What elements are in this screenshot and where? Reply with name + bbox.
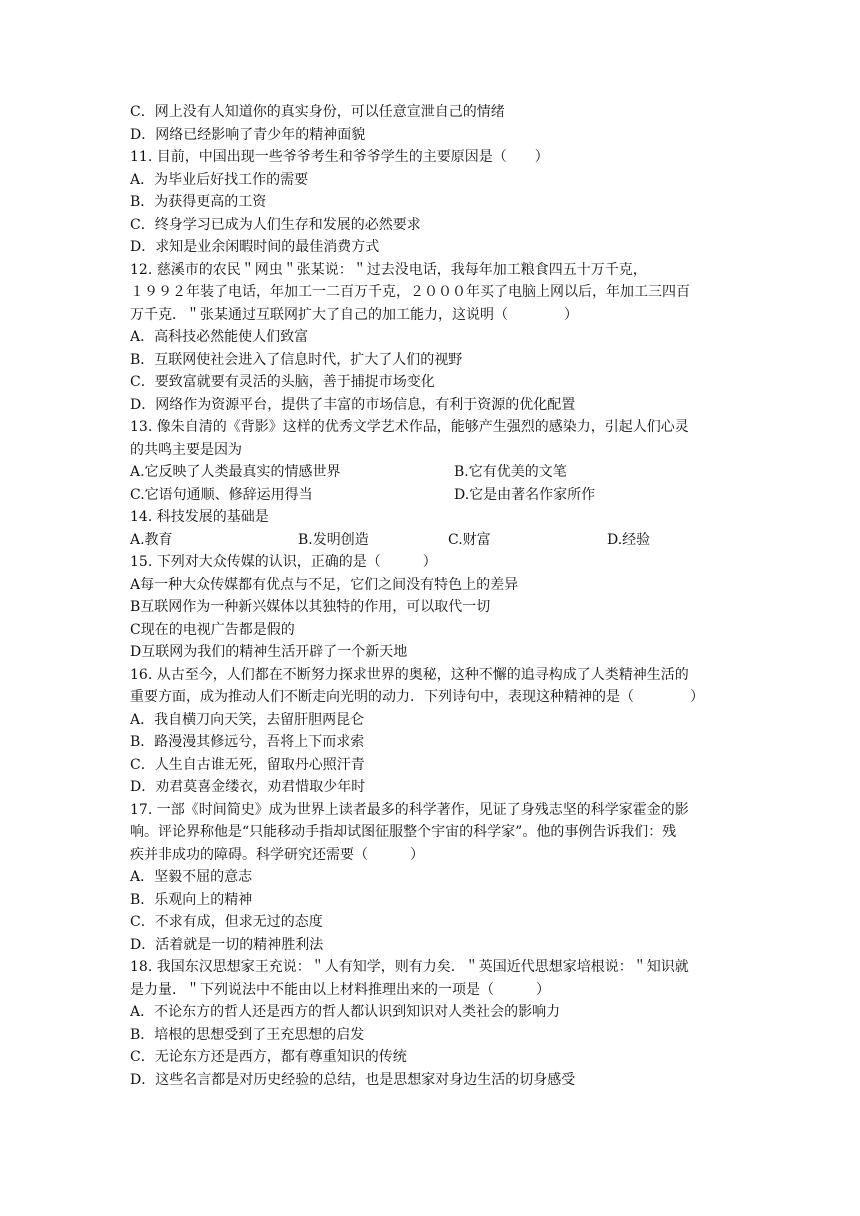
option-16c: C．人生自古谁无死，留取丹心照汗青 [130, 756, 365, 773]
option-15c: C现在的电视广告都是假的 [130, 621, 295, 638]
options-13-row-1 [130, 461, 735, 484]
option-12d: D．网络作为资源平台，提供了丰富的市场信息，有利于资源的优化配置 [130, 396, 576, 413]
question-12-line-2: １９９２年装了电话，年加工一二百万千克，２０００年买了电脑上网以后，年加工三四百 [130, 284, 690, 300]
question-17-line-3: 疾并非成功的障碍。科学研究还需要（ ） [130, 846, 424, 863]
question-13-line-1: 13. 像朱自清的《背影》这样的优秀文学艺术作品，能够产生强烈的感染力，引起人们心灵 [130, 419, 689, 435]
question-12-line-3: 万千克．＂张某通过互联网扩大了自己的加工能力，这说明（ ） [130, 306, 578, 323]
question-18-line-1: 18. 我国东汉思想家王充说：＂人有知学，则有力矣．＂英国近代思想家培根说：＂知识就 [130, 959, 689, 975]
question-17-line-1: 17. 一部《时间简史》成为世界上读者最多的科学著作，见证了身残志坚的科学家霍金的影 [130, 801, 689, 818]
option-15a: A每一种大众传媒都有优点与不足，它们之间没有特色上的差异 [130, 576, 519, 593]
option-17c: C．不求有成，但求无过的态度 [130, 914, 323, 930]
option-11b: B．为获得更高的工资 [130, 194, 267, 210]
question-14: 14. 科技发展的基础是 [130, 509, 269, 525]
option-13c: C.它语句通顺、修辞运用得当 [130, 486, 313, 503]
option-14b: B.发明创造 [298, 531, 369, 548]
option-16a: A．我自横刀向天笑，去留肝胆两昆仑 [130, 711, 365, 728]
question-16-line-2: 重要方面，成为推动人们不断走向光明的动力．下列诗句中，表现这种精神的是（ ） [130, 689, 704, 705]
option-15b: B互联网作为一种新兴媒体以其独特的作用，可以取代一切 [130, 599, 491, 615]
option-17b: B．乐观向上的精神 [130, 891, 253, 908]
option-18a: A．不论东方的哲人还是西方的哲人都认识到知识对人类社会的影响力 [130, 1004, 561, 1020]
option-18c: C．无论东方还是西方，都有尊重知识的传统 [130, 1049, 407, 1065]
option-14a: A.教育 [130, 531, 173, 548]
options-14-row [130, 529, 735, 552]
option-17a: A．坚毅不屈的意志 [130, 869, 253, 885]
question-17-line-2: 响。评论界称他是“只能移动手指却试图征服整个宇宙的科学家”。他的事例告诉我们：残 [130, 824, 677, 840]
question-13-line-2: 的共鸣主要是因为 [130, 441, 242, 458]
option-18d: D．这些名言都是对历史经验的总结，也是思想家对身边生活的切身感受 [130, 1071, 576, 1088]
option-13a: A.它反映了人类最真实的情感世界 [130, 464, 341, 480]
question-12-line-1: 12. 慈溪市的农民＂网虫＂张某说：＂过去没电话，我每年加工粮食四五十万千克， [130, 261, 647, 278]
option-11d: D．求知是业余闲暇时间的最佳消费方式 [130, 239, 380, 255]
options-13-row-2 [130, 484, 735, 507]
option-18b: B．培根的思想受到了王充思想的启发 [130, 1026, 365, 1043]
option-14c: C.财富 [448, 531, 491, 548]
question-15: 15. 下列对大众传媒的认识，正确的是（ ） [130, 554, 437, 570]
question-11: 11. 目前，中国出现一些爷爷考生和爷爷学生的主要原因是（ ） [130, 149, 549, 165]
option-13d: D.它是由著名作家所作 [454, 486, 596, 503]
option-12c: C．要致富就要有灵活的头脑，善于捕捉市场变化 [130, 374, 435, 390]
option-13b: B.它有优美的文笔 [454, 464, 567, 480]
option-11c: C．终身学习已成为人们生存和发展的必然要求 [130, 216, 421, 233]
option-16d: D．劝君莫喜金缕衣，劝君惜取少年时 [130, 779, 366, 795]
option-11a: A．为毕业后好找工作的需要 [130, 171, 309, 188]
option-10d: D．网络已经影响了青少年的精神面貌 [130, 126, 366, 143]
option-16b: B．路漫漫其修远兮，吾将上下而求索 [130, 734, 365, 750]
question-18-line-2: 是力量．＂下列说法中不能由以上材料推理出来的一项是（ ） [130, 981, 550, 998]
option-14d: D.经验 [607, 531, 651, 548]
option-12b: B．互联网使社会进入了信息时代，扩大了人们的视野 [130, 351, 463, 368]
option-12a: A．高科技必然能使人们致富 [130, 329, 309, 345]
option-10c: C．网上没有人知道你的真实身份，可以任意宣泄自己的情绪 [130, 104, 505, 120]
document-page [130, 101, 735, 1091]
option-17d: D．活着就是一切的精神胜利法 [130, 936, 324, 953]
option-15d: D互联网为我们的精神生活开辟了一个新天地 [130, 644, 408, 660]
question-16-line-1: 16. 从古至今，人们都在不断努力探求世界的奥秘，这种不懈的追寻构成了人类精神生活的 [130, 666, 689, 683]
